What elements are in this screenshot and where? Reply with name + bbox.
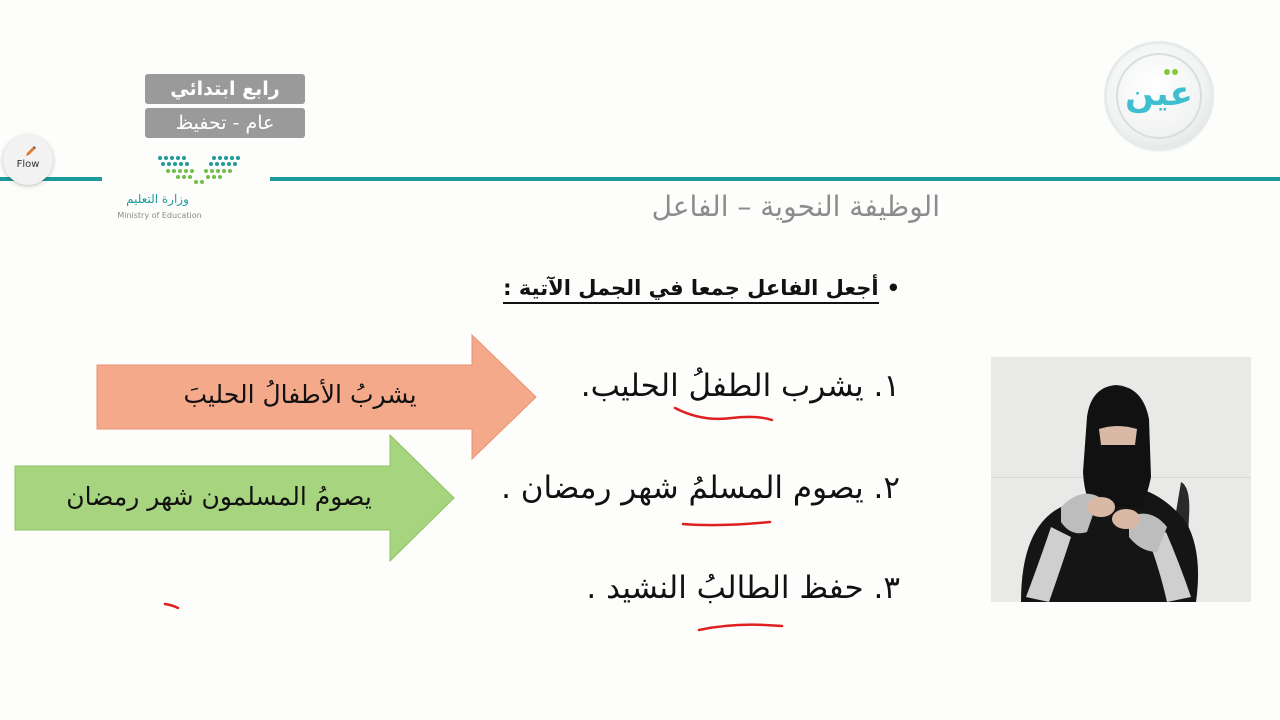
channel-logo-text: عين	[1125, 74, 1193, 114]
sign-language-interpreter-video	[991, 357, 1251, 602]
sentence-number: ٣.	[873, 570, 900, 606]
underline-mark-3	[696, 618, 786, 634]
lesson-instruction	[500, 276, 900, 300]
track-label: عام - تحفيظ	[145, 108, 305, 138]
instruction-bullet: •	[886, 276, 900, 300]
ministry-name-arabic: وزارة التعليم	[126, 192, 189, 206]
channel-logo	[1107, 44, 1211, 148]
sentence-number: ٢.	[873, 470, 900, 506]
sentence-text: حفظ الطالبُ النشيد .	[586, 570, 864, 606]
ministry-name-english: Ministry of Education	[117, 211, 202, 220]
instruction-text: أجعل الفاعل جمعا في الجمل الآتية :	[503, 276, 878, 304]
ministry-emblem-icon	[154, 154, 254, 190]
pencil-icon	[25, 145, 37, 157]
sentence-text: يشرب الطفلُ الحليب.	[580, 368, 864, 404]
underline-mark-1	[672, 400, 776, 426]
stray-mark	[160, 598, 184, 612]
sentence-2	[440, 470, 900, 506]
sentence-3	[440, 570, 900, 606]
sentence-text: يصوم المسلمُ شهر رمضان .	[501, 470, 864, 506]
flow-badge-button[interactable]	[3, 135, 53, 185]
sentence-number: ١.	[873, 368, 900, 404]
lesson-title: الوظيفة النحوية – الفاعل	[651, 190, 940, 223]
underline-mark-2	[680, 516, 776, 530]
ministry-logo	[110, 154, 250, 224]
interpreter-figure	[991, 357, 1251, 602]
flow-badge-label: Flow	[16, 159, 40, 170]
answer-2-text: يصومُ المسلمون شهر رمضان	[66, 482, 372, 511]
answer-1-text: يشربُ الأطفالُ الحليبَ	[183, 380, 417, 409]
grade-label: رابع ابتدائي	[145, 74, 305, 104]
